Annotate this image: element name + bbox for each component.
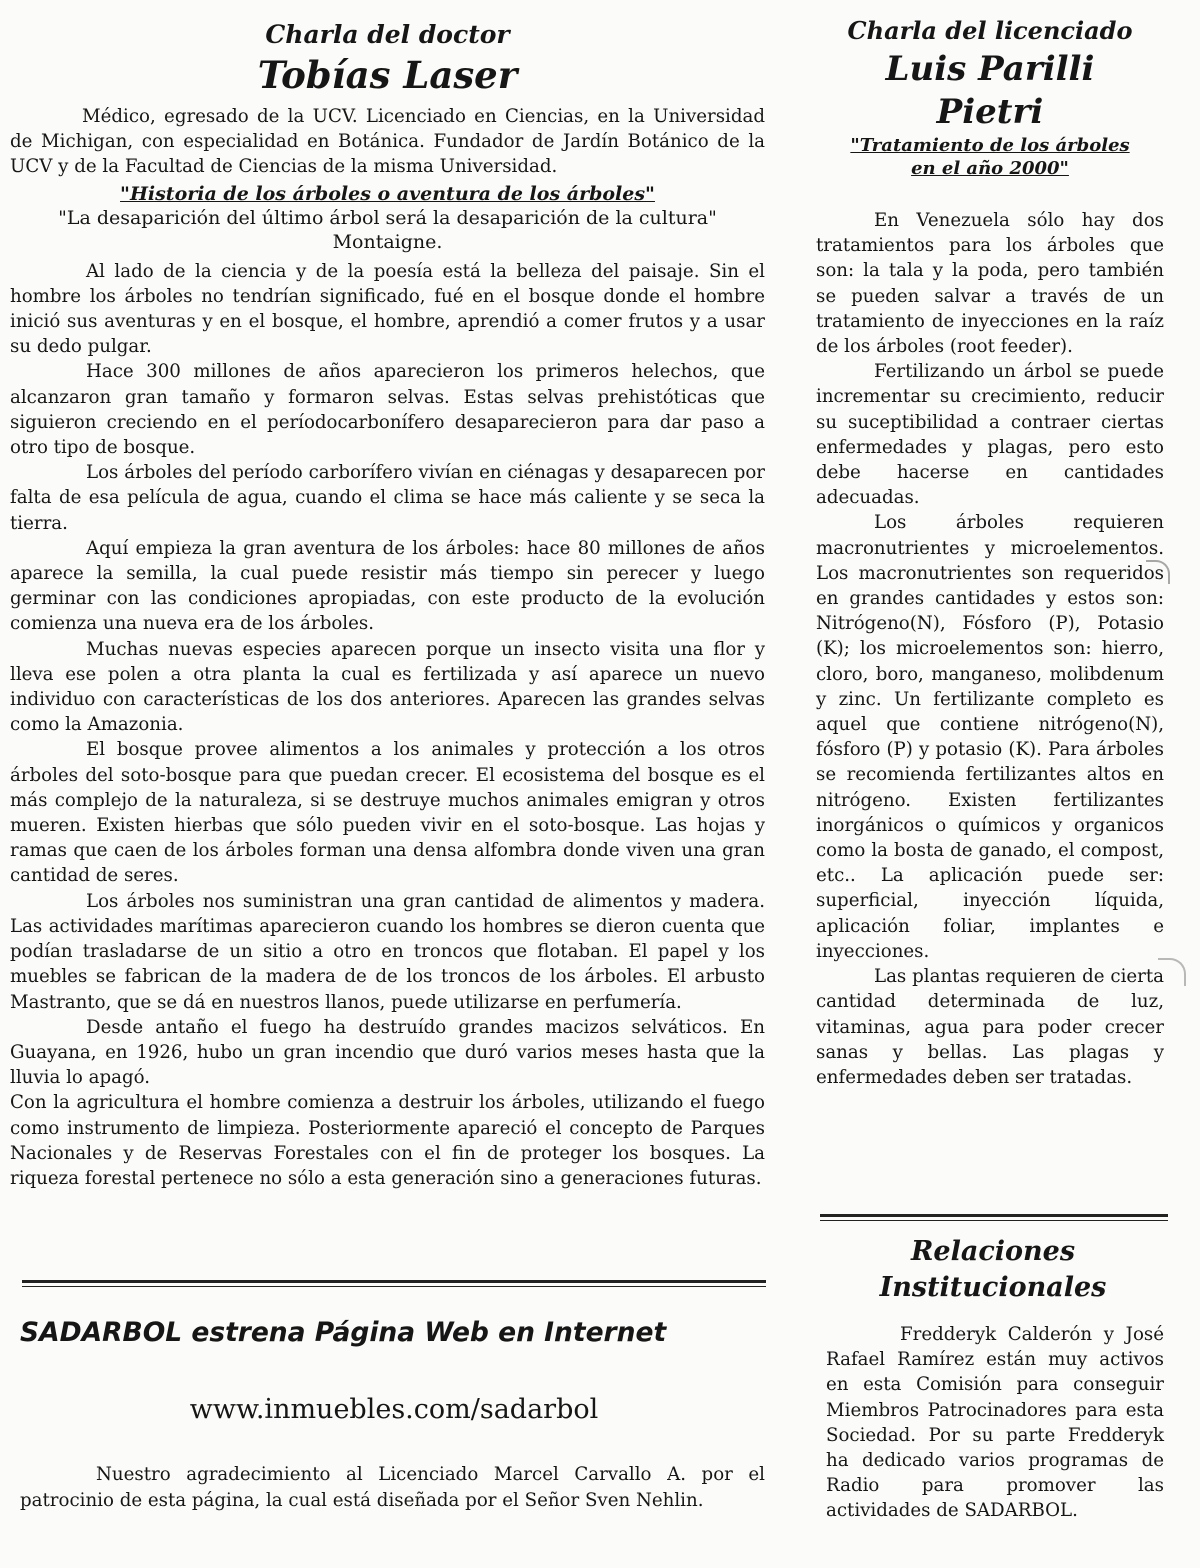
left-kicker: Charla del doctor [265, 20, 510, 49]
web-notice-url[interactable]: www.inmuebles.com/sadarbol [189, 1394, 599, 1425]
relations-title-line1: Relaciones [910, 1236, 1076, 1267]
paragraph: En Venezuela sólo hay dos tratamientos para los árboles que son: la tala y la poda, pero también se pueden salvar a través de un tratamiento de inyecciones en la raíz de los árboles (root feeder). [816, 210, 1164, 358]
left-article-body [10, 104, 765, 1191]
right-article-subtitle-line1: "Tratamiento de los árboles [850, 135, 1130, 156]
paragraph: Los árboles requieren macronutrientes y microelementos. Los macronutrientes son requeridos en grandes cantidades y estos son: Nitrógeno(N), Fósforo (P), Potasio (K); los microelementos son: hierro, cloro, boro, manganeso, molibdenum y zinc. Un fertilizante completo es aquel que contiene nitrógeno(N), fósforo (P) y potasio (K). Para árboles se recomienda fertilizantes altos en nitrógeno. Existen fertilizantes inorgánicos o químicos y organicos como la bosta de ganado, el compost, etc.. La aplicación puede ser: superficial, inyección líquida, aplicación foliar, implantes e inyecciones. [816, 512, 1164, 962]
scan-artifact [1146, 560, 1170, 584]
paragraph: Desde antaño el fuego ha destruído grandes macizos selváticos. En Guayana, en 1926, hubo un gran incendio que duró varios meses hasta que la lluvia lo apagó. [10, 1016, 765, 1089]
epigraph-author: Montaigne. [332, 230, 443, 253]
paragraph: El bosque provee alimentos a los animales y protección a los otros árboles del soto-bosque para que puedan crecer. El ecosistema del bosque es el más complejo de la naturaleza, si se destruye muchos animales emigran y otros mueren. Existen hierbas que sólo pueden vivir en el soto-bosque. Las hojas y ramas que caen de los árboles forman una densa alfombra donde viven una gran cantidad de seres. [10, 739, 765, 887]
relations-title [818, 1234, 1168, 1306]
section-divider [22, 1280, 766, 1287]
right-speaker-name-line2: Pietri [936, 92, 1044, 132]
right-speaker-name-line1: Luis Parilli [885, 49, 1095, 89]
right-article-body [816, 134, 1164, 1090]
paragraph: Hace 300 millones de años aparecieron los primeros helechos, que alcanzaron gran tamaño y formaron selvas. Estas selvas prehistóticas que siguieron creciendo en el períodocarbonífero desaparecieron para dar paso a otro tipo de bosque. [10, 361, 765, 459]
relations-body: Fredderyk Calderón y José Rafael Ramírez están muy activos en esta Comisión para conseguir Miembros Patrocinadores para esta Sociedad. Por su parte Fredderyk ha dedicado varios programas de Radio para promover las actividades de SADARBOL. [826, 1324, 1164, 1522]
section-divider [820, 1214, 1168, 1221]
speaker-bio: Médico, egresado de la UCV. Licenciado en Ciencias, en la Universidad de Michigan, con especialidad en Botánica. Fundador de Jardín Botánico de la UCV y de la Facultad de Ciencias de la misma Universidad. [10, 106, 765, 178]
web-notice-thanks: Nuestro agradecimiento al Licenciado Marcel Carvallo A. por el patrocinio de esta página, la cual está diseñada por el Señor Sven Nehlin. [20, 1464, 765, 1511]
paragraph: Al lado de la ciencia y de la poesía está la belleza del paisaje. Sin el hombre los árboles no tendrían significado, fué en el bosque donde el hombre inició sus aventuras y en el bosque, el hombre, aprendió a comer frutos y a usar su dedo pulgar. [10, 260, 765, 358]
left-speaker-name: Tobías Laser [257, 53, 518, 97]
left-article-subtitle: "Historia de los árboles o aventura de los árboles" [120, 182, 655, 205]
paragraph: Las plantas requieren de cierta cantidad determinada de luz, vitaminas, agua para poder crecer sanas y bellas. Las plagas y enfermedades deben ser tratadas. [816, 966, 1164, 1088]
right-kicker: Charla del licenciado [847, 16, 1133, 45]
left-article [10, 18, 765, 1191]
scan-artifact [1158, 958, 1186, 986]
right-article-subtitle-line2: en el año 2000" [911, 158, 1069, 179]
web-notice-title: SADARBOL estrena Página Web en Internet [20, 1317, 667, 1348]
paragraph: Con la agricultura el hombre comienza a destruir los árboles, utilizando el fuego como instrumento de limpieza. Posteriormente apareció el concepto de Parques Nacionales y de Reservas Forestales con el fin de proteger los bosques. La riqueza forestal pertenece no sólo a esta generación sino a generaciones futuras. [10, 1092, 765, 1189]
paragraph: Aquí empieza la gran aventura de los árboles: hace 80 millones de años aparece la semilla, la cual puede resistir más tiempo sin perecer y luego germinar con las condiciones apropiadas, con este producto de la evolución comienza una nueva era de los árboles. [10, 537, 765, 635]
paragraph: Muchas nuevas especies aparecen porque un insecto visita una flor y lleva ese polen a otra planta la cual es fertilizada y así aparece un nuevo individuo con características de los dos anteriores. Aparecen las grandes selvas como la Amazonia. [10, 638, 765, 736]
paragraph: Fertilizando un árbol se puede incrementar su crecimiento, reducir su suceptibilidad a contraer ciertas enfermedades y plagas, pero esto debe hacerse en cantidades adecuadas. [816, 361, 1164, 509]
right-article [816, 14, 1164, 1090]
paragraph: Los árboles nos suministran una gran cantidad de alimentos y madera. Las actividades marítimas aparecieron cuando los hombres se dieron cuenta que podían trasladarse de un sitio a otro en troncos que flotaban. El papel y los muebles se fabrican de la madera de de los troncos de los árboles. El arbusto Mastranto, que se dá en nuestros llanos, puede utilizarse en perfumería. [10, 890, 765, 1013]
epigraph-quote: "La desaparición del último árbol será la desaparición de la cultura" [58, 206, 717, 229]
paragraph: Los árboles del período carborífero vivían en ciénagas y desaparecen por falta de esa película de agua, cuando el clima se hace más caliente y se seca la tierra. [10, 462, 765, 534]
relations-title-line2: Institucionales [879, 1272, 1107, 1303]
